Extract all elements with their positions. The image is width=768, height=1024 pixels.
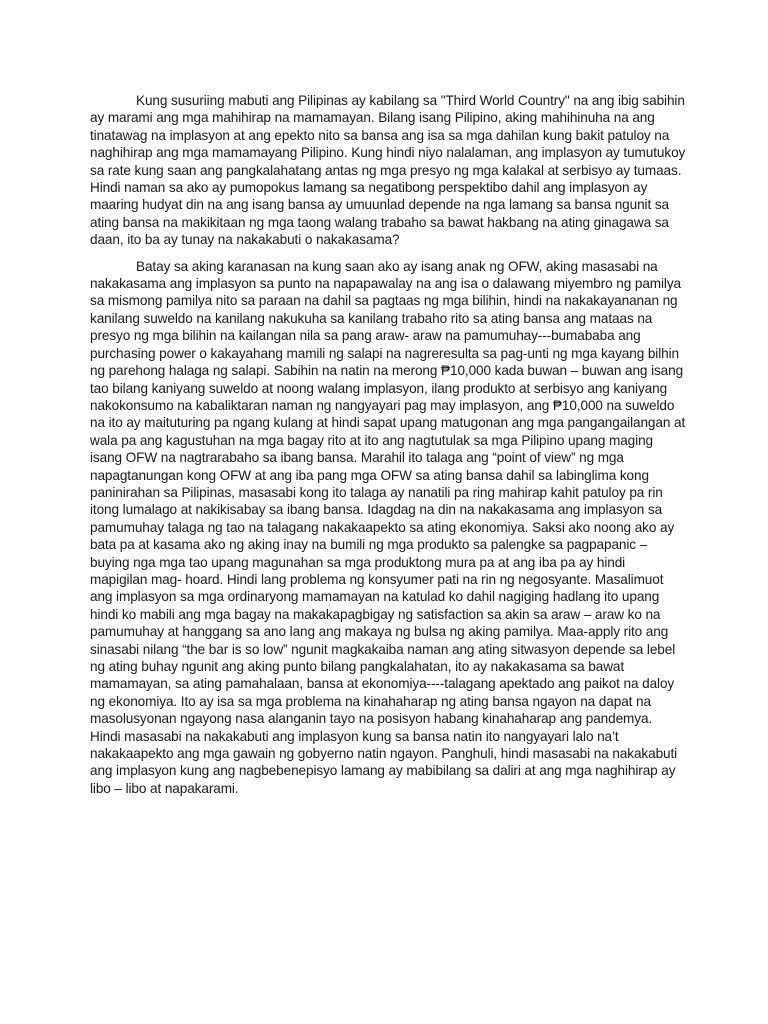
document-body: [90, 92, 686, 806]
paragraph-1: Kung susuriing mabuti ang Pilipinas ay kabilang sa "Third World Country" na ang ibig sabihin ay marami ang mga mahihirap na mamamayan. Bilang isang Pilipino, aking mahihinuha na ang tinatawag na implasyon at ang epekto nito sa bansa ang isa sa mga dahilan kung bakit patuloy na naghihirap ang mga mamamayang Pilipino. Kung hindi niyo nalalaman, ang implasyon ay tumutukoy sa rate kung saan ang pangkalahatang antas ng mga presyo ng mga kalakal at serbisyo ay tumaas. Hindi naman sa ako ay pumopokus lamang sa negatibong perspektibo dahil ang implasyon ay maaring hudyat din na ang isang bansa ay umuunlad depende na nga lamang sa bansa ngunit sa ating bansa na makikitaan ng mga taong walang trabaho sa bawat hakbang na ating ginagawa sa daan, ito ba ay tunay na nakakabuti o nakakasama?: [90, 93, 686, 248]
paragraph-2: Batay sa aking karanasan na kung saan ako ay isang anak ng OFW, aking masasabi na nakakasama ang implasyon sa punto na napapawalay na ang isa o dalawang miyembro ng pamilya sa mismong pamilya nito sa paraan na dahil sa pagtaas ng mga bilihin, hindi na nakakayananan ng kanilang suweldo na kanilang nakukuha sa kanilang trabaho rito sa ating bansa ang mataas na presyo ng mga bilihin na kailangan nila sa pang araw- araw na pamumuhay---bumababa ang purchasing power o kakayahang mamili ng salapi na nagreresulta sa pag-unti ng mga kayang bilhin ng parehong halaga ng salapi. Sabihin na natin na merong ₱10,000 kada buwan – buwan ang isang tao bilang kaniyang suweldo at noong walang implasyon, ilang produkto at serbisyo ang kaniyang nakokonsumo na kabaliktaran naman ng nangyayari pag may implasyon, ang ₱10,000 na suweldo na ito ay maituturing pa ngang kulang at hindi sapat upang matugonan ang mga pangangailangan at wala pa ang kagustuhan na mga bagay rito at ito ang nagtutulak sa mga Pilipino upang maging isang OFW na nagtrarabaho sa ibang bansa. Marahil ito talaga ang “point of view” ng mga napagtanungan kong OFW at ang iba pang mga OFW sa ating bansa dahil sa labinglima kong paninirahan sa Pilipinas, masasabi kong ito talaga ay nanatili pa ring mahirap kahit patuloy pa rin itong lumalago at nakikisabay sa ibang bansa. Idagdag na din na nakakasama ang implasyon sa pamumuhay talaga ng tao na talagang nakakaapekto sa ating ekonomiya. Saksi ako noong ako ay bata pa at kasama ako ng aking inay na bumili ng mga produkto sa palengke sa pagpapanic – buying nga mga tao upang magunahan sa mga produktong mura pa at ang iba pa ay hindi mapigilan mag- hoard. Hindi lang problema ng konsyumer pati na rin ng negosyante. Masalimuot ang implasyon sa mga ordinaryong mamamayan na katulad ko dahil nagiging hadlang ito upang hindi ko mabili ang mga bagay na makakapagbigay ng satisfaction sa akin sa araw – araw ko na pamumuhay at hanggang sa ano lang ang makaya ng bulsa ng aking pamilya. Maa-apply rito ang sinasabi nilang “the bar is so low” ngunit magkakaiba naman ang ating sitwasyon depende sa lebel ng ating buhay ngunit ang aking punto bilang pangkalahatan, ito ay nakakasama sa bawat mamamayan, sa ating pamahalaan, bansa at ekonomiya----talagang apektado ang paikot na daloy ng ekonomiya. Ito ay isa sa mga problema na kinahaharap ng ating bansa ngayon na dapat na masolusyonan ngayong nasa alanganin tayo na posisyon habang kinahaharap ang pandemya. Hindi masasabi na nakakabuti ang implasyon kung sa bansa natin ito nangyayari lalo na’t nakakaapekto ang mga gawain ng gobyerno natin ngayon. Panghuli, hindi masasabi na nakakabuti ang implasyon kung ang nagbebenepisyo lamang ay mabibilang sa daliri at ang mga naghihirap ay libo – libo at napakarami.: [90, 258, 686, 796]
